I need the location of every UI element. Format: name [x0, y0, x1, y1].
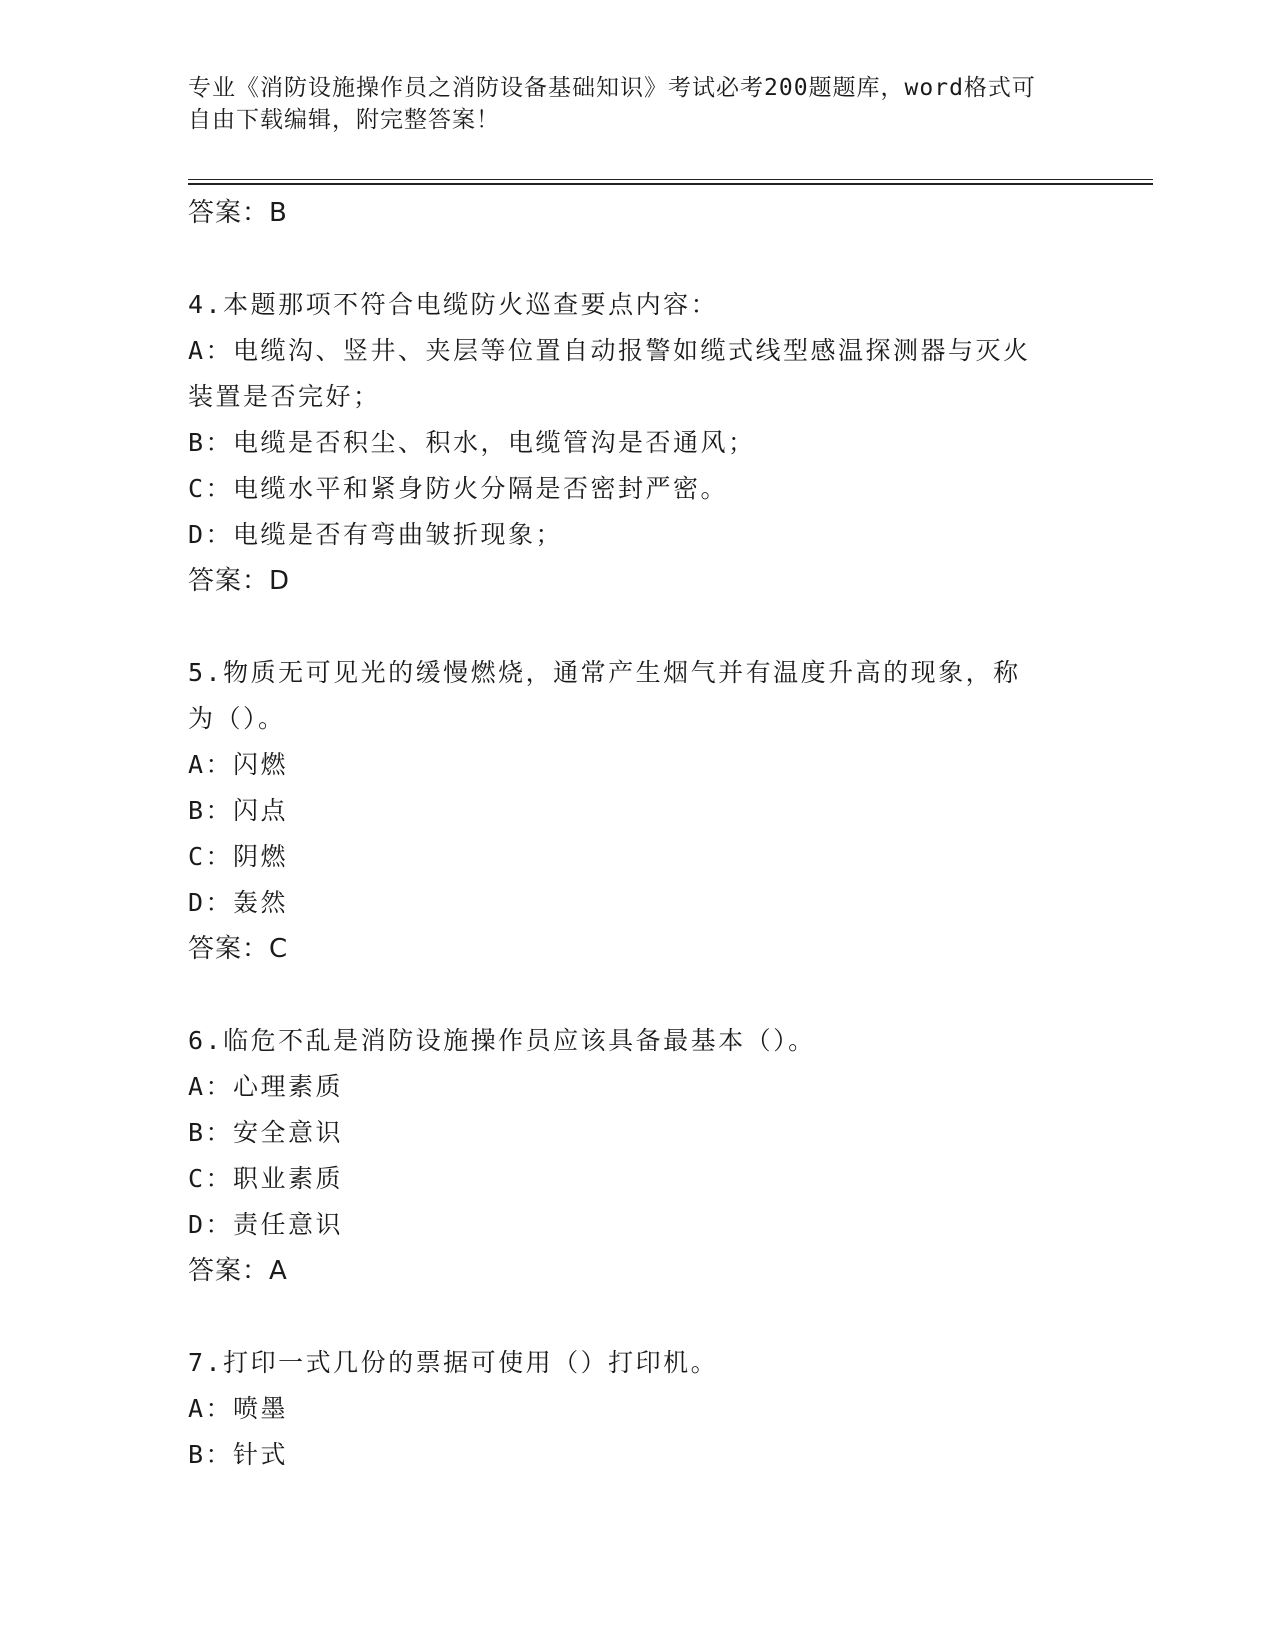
answer-line: 答案：A: [188, 1256, 288, 1286]
option-c: C：阴燃: [188, 842, 289, 871]
question-stem: 7.打印一式几份的票据可使用（）打印机。: [188, 1348, 719, 1377]
option-c: C：电缆水平和紧身防火分隔是否密封严密。: [188, 474, 729, 503]
header-divider-thick: [188, 183, 1153, 185]
header-line-1: 专业《消防设施操作员之消防设备基础知识》考试必考200题题库，word格式可: [188, 75, 1036, 101]
option-a-continued: 装置是否完好；: [188, 382, 381, 411]
question-stem: 5.物质无可见光的缓慢燃烧，通常产生烟气并有温度升高的现象，称: [188, 658, 1021, 687]
spacer: [188, 972, 1088, 1018]
question-stem: 6.临危不乱是消防设施操作员应该具备最基本（）。: [188, 1026, 816, 1055]
option-b: B：安全意识: [188, 1118, 344, 1147]
header-divider-thin: [188, 179, 1153, 180]
answer-line: 答案：C: [188, 934, 289, 964]
question-stem: 4.本题那项不符合电缆防火巡查要点内容：: [188, 290, 719, 319]
answer-line: 答案：D: [188, 566, 291, 596]
spacer: [188, 236, 1088, 282]
option-a: A：喷墨: [188, 1394, 289, 1423]
option-a: A：闪燃: [188, 750, 289, 779]
question-6: [188, 1018, 1088, 1294]
option-d: D：轰然: [188, 888, 289, 917]
question-4: [188, 282, 1088, 604]
question-5: [188, 650, 1088, 972]
option-b: B：闪点: [188, 796, 289, 825]
spacer: [188, 604, 1088, 650]
answer-line: 答案：B: [188, 198, 288, 228]
option-b: B：电缆是否积尘、积水，电缆管沟是否通风；: [188, 428, 756, 457]
option-d: D：责任意识: [188, 1210, 344, 1239]
header-line-2: 自由下载编辑，附完整答案！: [188, 107, 500, 133]
question-list: [188, 190, 1088, 1478]
question-7: [188, 1340, 1088, 1478]
spacer: [188, 1294, 1088, 1340]
option-a: A：电缆沟、竖井、夹层等位置自动报警如缆式线型感温探测器与灭火: [188, 336, 1031, 365]
question-stem-continued: 为（）。: [188, 704, 286, 733]
option-b: B：针式: [188, 1440, 289, 1469]
option-a: A：心理素质: [188, 1072, 344, 1101]
option-c: C：职业素质: [188, 1164, 344, 1193]
document-header: [188, 72, 1088, 136]
option-d: D：电缆是否有弯曲皱折现象；: [188, 520, 564, 549]
